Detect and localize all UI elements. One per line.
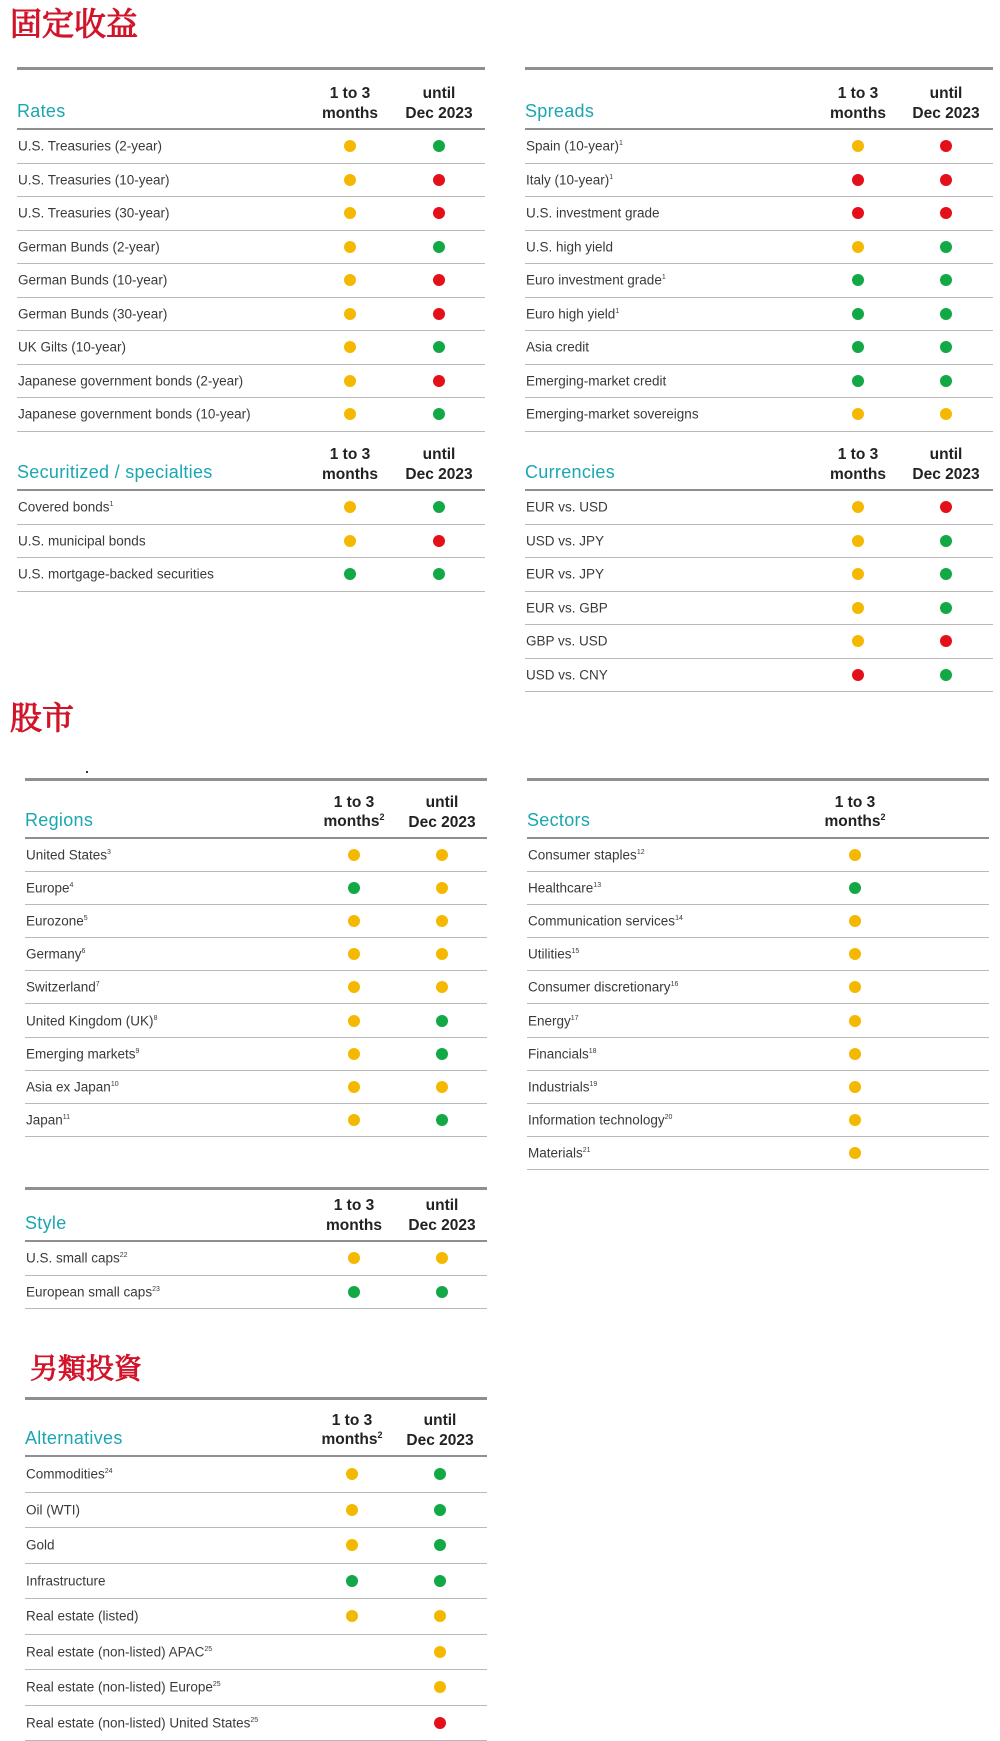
footnote-marker: 4 [70,882,74,889]
footnote-marker: 18 [589,1048,597,1055]
yellow-signal-dot [348,1015,360,1027]
table-row [25,1104,487,1137]
row-label: Infrastructure [26,1573,106,1588]
row-label: U.S. mortgage-backed securities [18,567,214,582]
yellow-signal-dot [346,1610,358,1622]
row-label: Real estate (non-listed) APAC$^{25}$ [26,1644,212,1659]
table-row [25,1276,487,1310]
green-signal-dot [433,241,445,253]
yellow-signal-dot [348,1252,360,1264]
green-signal-dot [348,882,360,894]
table-row [25,1670,487,1706]
section-title-equities: 股市 [10,702,74,734]
table-row [17,491,485,525]
table-row [17,558,485,592]
row-label: Japanese government bonds (2-year) [18,373,243,388]
red-signal-dot [433,174,445,186]
column-header-long-term: until Dec 2023 [392,1196,492,1235]
row-label: Gold [26,1538,55,1553]
yellow-signal-dot [852,241,864,253]
table-header [25,1190,487,1242]
style-table [25,1187,487,1309]
green-signal-dot [436,1015,448,1027]
row-label: Commodities$^{24}$ [26,1467,113,1482]
green-signal-dot [433,140,445,152]
yellow-signal-dot [344,501,356,513]
table-row [17,398,485,432]
row-label: European small caps$^{23}$ [26,1284,160,1299]
footnote-marker: 14 [675,915,683,922]
yellow-signal-dot [849,1015,861,1027]
green-signal-dot [849,882,861,894]
table-row [17,130,485,164]
yellow-signal-dot [344,207,356,219]
table-row [525,264,993,298]
sectors-table [527,778,989,1170]
row-label: Real estate (listed) [26,1609,139,1624]
row-label: Energy$^{17}$ [528,1013,579,1028]
footnote-marker: 13 [593,882,601,889]
yellow-signal-dot [849,981,861,993]
footnote-marker: 1 [609,174,613,181]
red-signal-dot [852,207,864,219]
footnote-marker: 24 [105,1468,113,1475]
table-header [25,1400,487,1457]
footnote-marker: 23 [152,1286,160,1293]
yellow-signal-dot [344,535,356,547]
yellow-signal-dot [344,241,356,253]
row-label: Germany$^6$ [26,947,85,962]
table-row [25,1706,487,1741]
table-row [527,1071,989,1104]
row-label: Spain (10-year)$^1$ [526,139,623,154]
row-label: Emerging markets$^9$ [26,1046,139,1061]
row-label: German Bunds (2-year) [18,239,160,254]
table-title: Style [25,1213,67,1234]
green-signal-dot [434,1468,446,1480]
table-row [525,298,993,332]
yellow-signal-dot [344,274,356,286]
table-title: Currencies [525,462,615,483]
yellow-signal-dot [849,915,861,927]
table-row [527,971,989,1004]
table-row [25,1599,487,1635]
table-row [25,1457,487,1493]
table-row [525,625,993,659]
footnote-marker: 25 [250,1717,258,1724]
table-row [25,1004,487,1037]
yellow-signal-dot [436,948,448,960]
green-signal-dot [436,1286,448,1298]
table-row [25,872,487,905]
yellow-signal-dot [849,1147,861,1159]
row-label: Asia credit [526,340,589,355]
red-signal-dot [433,535,445,547]
red-signal-dot [852,174,864,186]
footnote-marker: 25 [213,1681,221,1688]
green-signal-dot [940,241,952,253]
red-signal-dot [940,174,952,186]
yellow-signal-dot [849,1081,861,1093]
alternatives-table [25,1397,487,1741]
table-row [17,365,485,399]
table-title: Rates [17,101,66,122]
table-row [17,525,485,559]
yellow-signal-dot [852,140,864,152]
table-row [25,905,487,938]
securitized-table [17,433,485,592]
yellow-signal-dot [348,1081,360,1093]
footnote-marker: 9 [136,1048,140,1055]
column-header-long-term: until Dec 2023 [390,1411,490,1450]
yellow-signal-dot [436,1252,448,1264]
yellow-signal-dot [849,1048,861,1060]
yellow-signal-dot [344,174,356,186]
row-label: EUR vs. GBP [526,600,608,615]
green-signal-dot [344,568,356,580]
green-signal-dot [434,1539,446,1551]
red-signal-dot [433,274,445,286]
row-label: Japan$^{11}$ [26,1112,70,1127]
table-row [527,1004,989,1037]
row-label: German Bunds (10-year) [18,273,167,288]
yellow-signal-dot [852,408,864,420]
green-signal-dot [852,341,864,353]
footnote-marker: 1 [662,274,666,281]
table-row [525,130,993,164]
column-header-long-term: until Dec 2023 [896,445,996,484]
green-signal-dot [346,1575,358,1587]
yellow-signal-dot [348,1114,360,1126]
yellow-signal-dot [348,981,360,993]
footnote-marker: 17 [571,1015,579,1022]
yellow-signal-dot [849,948,861,960]
table-row [527,1137,989,1170]
yellow-signal-dot [436,849,448,861]
red-signal-dot [940,140,952,152]
table-row [25,1242,487,1276]
table-row [525,365,993,399]
column-footnote: 2 [880,812,885,822]
row-label: Information technology$^{20}$ [528,1112,672,1127]
column-header-short-term: 1 to 3 months$^2$ [302,1411,402,1450]
table-row [527,1038,989,1071]
table-row [527,938,989,971]
green-signal-dot [436,1114,448,1126]
yellow-signal-dot [344,140,356,152]
column-header-short-term: 1 to 3 months [300,84,400,123]
yellow-signal-dot [852,635,864,647]
yellow-signal-dot [852,602,864,614]
row-label: Real estate (non-listed) Europe$^{25}$ [26,1680,221,1695]
table-row [525,525,993,559]
yellow-signal-dot [434,1681,446,1693]
table-header [525,433,993,491]
green-signal-dot [852,274,864,286]
table-title: Regions [25,810,93,831]
currencies-table [525,433,993,692]
table-row [25,1528,487,1564]
row-label: EUR vs. JPY [526,567,604,582]
yellow-signal-dot [344,341,356,353]
footnote-marker: 1 [619,140,623,147]
yellow-signal-dot [434,1646,446,1658]
yellow-signal-dot [346,1468,358,1480]
footnote-marker: 20 [665,1114,673,1121]
table-row [527,839,989,872]
row-label: United Kingdom (UK)$^8$ [26,1013,157,1028]
green-signal-dot [433,568,445,580]
yellow-signal-dot [434,1610,446,1622]
yellow-signal-dot [849,849,861,861]
table-row [527,905,989,938]
table-row [525,491,993,525]
row-label: Utilities$^{15}$ [528,947,579,962]
footnote-marker: 1 [110,501,114,508]
yellow-signal-dot [852,568,864,580]
row-label: Asia ex Japan$^{10}$ [26,1079,119,1094]
table-row [25,1038,487,1071]
row-label: Japanese government bonds (10-year) [18,407,251,422]
row-label: Communication services$^{14}$ [528,914,683,929]
row-label: Covered bonds$^1$ [18,500,113,515]
table-row [17,164,485,198]
yellow-signal-dot [852,535,864,547]
table-row [25,971,487,1004]
rates-table [17,67,485,432]
yellow-signal-dot [940,408,952,420]
green-signal-dot [940,669,952,681]
footnote-marker: 25 [204,1646,212,1653]
column-header-short-term: 1 to 3 months$^2$ [304,793,404,832]
footnote-marker: 1 [615,308,619,315]
table-row [525,592,993,626]
green-signal-dot [940,341,952,353]
table-header [17,70,485,130]
yellow-signal-dot [348,849,360,861]
row-label: U.S. Treasuries (30-year) [18,206,170,221]
yellow-signal-dot [852,501,864,513]
footnote-marker: 22 [120,1252,128,1259]
red-signal-dot [940,635,952,647]
green-signal-dot [852,375,864,387]
row-label: Euro high yield$^1$ [526,306,619,321]
green-signal-dot [940,274,952,286]
table-header [25,781,487,839]
yellow-signal-dot [436,1081,448,1093]
column-header-short-term: 1 to 3 months [304,1196,404,1235]
red-signal-dot [433,207,445,219]
table-row [17,298,485,332]
green-signal-dot [433,501,445,513]
row-label: Emerging-market credit [526,373,666,388]
yellow-signal-dot [348,915,360,927]
table-row [525,398,993,432]
row-label: EUR vs. USD [526,500,608,515]
red-signal-dot [434,1717,446,1729]
footnote-marker: 21 [583,1147,591,1154]
green-signal-dot [434,1575,446,1587]
red-signal-dot [940,501,952,513]
column-header-long-term: until Dec 2023 [896,84,996,123]
green-signal-dot [433,341,445,353]
row-label: Industrials$^{19}$ [528,1079,597,1094]
table-row [25,938,487,971]
table-row [17,231,485,265]
spreads-table [525,67,993,432]
table-row [17,331,485,365]
table-header [17,433,485,491]
table-row [17,197,485,231]
column-header-short-term: 1 to 3 months [808,84,908,123]
table-title: Alternatives [25,1428,123,1449]
row-label: Eurozone$^5$ [26,914,88,929]
green-signal-dot [940,375,952,387]
yellow-signal-dot [348,1048,360,1060]
column-header-short-term: 1 to 3 months$^2$ [805,793,905,832]
stray-mark [86,771,88,773]
table-row [25,839,487,872]
row-label: Switzerland$^7$ [26,980,100,995]
red-signal-dot [433,375,445,387]
row-label: UK Gilts (10-year) [18,340,126,355]
section-title-fixed-income: 固定收益 [10,8,138,40]
green-signal-dot [940,602,952,614]
table-row [25,1564,487,1600]
footnote-marker: 5 [84,915,88,922]
yellow-signal-dot [849,1114,861,1126]
green-signal-dot [940,308,952,320]
row-label: U.S. Treasuries (2-year) [18,139,162,154]
footnote-marker: 19 [590,1081,598,1088]
column-header-short-term: 1 to 3 months [808,445,908,484]
row-label: Consumer discretionary$^{16}$ [528,980,678,995]
yellow-signal-dot [348,948,360,960]
row-label: Emerging-market sovereigns [526,407,699,422]
row-label: Europe$^4$ [26,881,73,896]
row-label: Financials$^{18}$ [528,1046,597,1061]
row-label: Oil (WTI) [26,1502,80,1517]
table-row [527,1104,989,1137]
column-footnote: 2 [377,1430,382,1440]
table-row [525,558,993,592]
footnote-marker: 12 [637,849,645,856]
footnote-marker: 8 [154,1015,158,1022]
table-row [525,197,993,231]
row-label: Euro investment grade$^1$ [526,273,666,288]
table-header [525,70,993,130]
table-title: Securitized / specialties [17,462,213,483]
row-label: U.S. municipal bonds [18,533,146,548]
table-row [525,231,993,265]
table-row [25,1071,487,1104]
green-signal-dot [436,1048,448,1060]
table-row [527,872,989,905]
footnote-marker: 11 [63,1114,70,1121]
row-label: Materials$^{21}$ [528,1145,591,1160]
table-row [17,264,485,298]
red-signal-dot [852,669,864,681]
column-header-long-term: until Dec 2023 [389,445,489,484]
table-row [525,164,993,198]
row-label: U.S. investment grade [526,206,660,221]
table-header [527,781,989,839]
red-signal-dot [433,308,445,320]
table-row [25,1635,487,1671]
row-label: German Bunds (30-year) [18,306,167,321]
yellow-signal-dot [436,882,448,894]
green-signal-dot [348,1286,360,1298]
green-signal-dot [433,408,445,420]
green-signal-dot [940,535,952,547]
table-row [25,1493,487,1529]
row-label: U.S. Treasuries (10-year) [18,172,170,187]
yellow-signal-dot [346,1539,358,1551]
row-label: GBP vs. USD [526,634,608,649]
table-title: Sectors [527,810,590,831]
footnote-marker: 6 [82,948,86,955]
footnote-marker: 15 [572,948,580,955]
regions-table [25,778,487,1137]
column-header-long-term: until Dec 2023 [392,793,492,832]
table-title: Spreads [525,101,594,122]
column-header-short-term: 1 to 3 months [300,445,400,484]
red-signal-dot [940,207,952,219]
footnote-marker: 3 [107,849,111,856]
row-label: Healthcare$^{13}$ [528,881,601,896]
yellow-signal-dot [436,915,448,927]
row-label: Italy (10-year)$^1$ [526,172,613,187]
row-label: U.S. small caps$^{22}$ [26,1251,128,1266]
section-title-alternatives: 另類投資 [30,1355,142,1383]
row-label: Consumer staples$^{12}$ [528,848,645,863]
row-label: U.S. high yield [526,239,613,254]
footnote-marker: 7 [96,981,100,988]
footnote-marker: 10 [111,1081,119,1088]
row-label: USD vs. CNY [526,667,608,682]
table-row [525,331,993,365]
row-label: USD vs. JPY [526,533,604,548]
yellow-signal-dot [436,981,448,993]
column-header-long-term: until Dec 2023 [389,84,489,123]
row-label: United States$^3$ [26,848,111,863]
green-signal-dot [852,308,864,320]
row-label: Real estate (non-listed) United States$^{25}$ [26,1715,258,1730]
column-footnote: 2 [379,812,384,822]
yellow-signal-dot [346,1504,358,1516]
table-row [525,659,993,693]
footnote-marker: 16 [671,981,679,988]
green-signal-dot [434,1504,446,1516]
green-signal-dot [940,568,952,580]
yellow-signal-dot [344,375,356,387]
yellow-signal-dot [344,308,356,320]
yellow-signal-dot [344,408,356,420]
